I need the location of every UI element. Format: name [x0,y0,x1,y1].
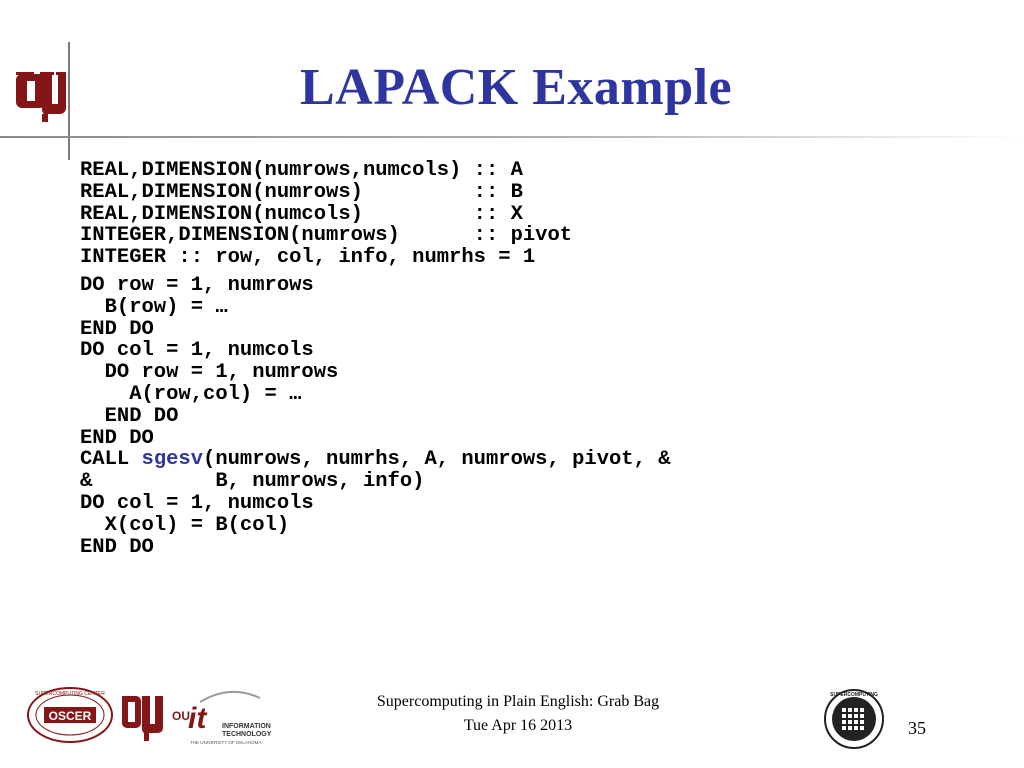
supercomputing-logo [818,688,890,750]
code-line: X(col) = B(col) [80,513,290,537]
call-keyword: CALL [80,448,142,472]
code-line: DO row = 1, numrows [80,361,339,385]
it-text-line3: THE UNIVERSITY OF OKLAHOMA [190,740,262,745]
oscer-seal-logo [26,686,114,744]
code-line: INTEGER,DIMENSION(numrows) :: pivot [80,224,573,248]
page-number: 35 [908,718,926,738]
call-arguments: (numrows, numrhs, A, numrows, pivot, & [203,448,671,472]
code-line: B(row) = … [80,295,228,319]
footer-text [318,690,718,738]
code-line-call [80,449,671,471]
it-letters: it [188,702,207,735]
information-technology-logo [170,690,288,748]
ou-logo [14,64,66,130]
footer-date: Tue Apr 16 2013 [463,717,573,734]
horizontal-divider [0,136,1024,138]
sgesv-function-name: sgesv [141,448,204,472]
sc-logo-text: SUPERCOMPUTING [830,692,878,698]
footer-course-title: Supercomputing in Plain English: Grab Bag [376,693,660,710]
code-line: END DO [80,426,154,450]
vertical-divider [68,42,70,160]
code-line: REAL,DIMENSION(numcols) :: X [80,202,523,226]
oscer-label: OSCER [48,709,92,723]
code-line: END DO [80,404,179,428]
code-line: A(row,col) = … [80,382,302,406]
code-line: & B, numrows, info) [80,470,425,494]
slide-title: LAPACK Example [300,59,733,116]
code-block [80,160,671,558]
it-text-line2: TECHNOLOGY [222,731,272,738]
code-line: DO row = 1, numrows [80,273,314,297]
svg-text:OU: OU [172,709,190,723]
code-line: INTEGER :: row, col, info, numrhs = 1 [80,246,536,270]
code-line: DO col = 1, numcols [80,491,314,515]
code-line: REAL,DIMENSION(numrows,numcols) :: A [80,159,523,182]
code-line: DO col = 1, numcols [80,339,314,363]
seal-text: SUPERCOMPUTING CENTER [35,691,105,697]
code-line: END DO [80,317,154,341]
ou-footer-logo [120,688,164,746]
it-text-line1: INFORMATION [222,723,271,730]
code-line: END DO [80,535,154,559]
code-line: REAL,DIMENSION(numrows) :: B [80,180,523,204]
